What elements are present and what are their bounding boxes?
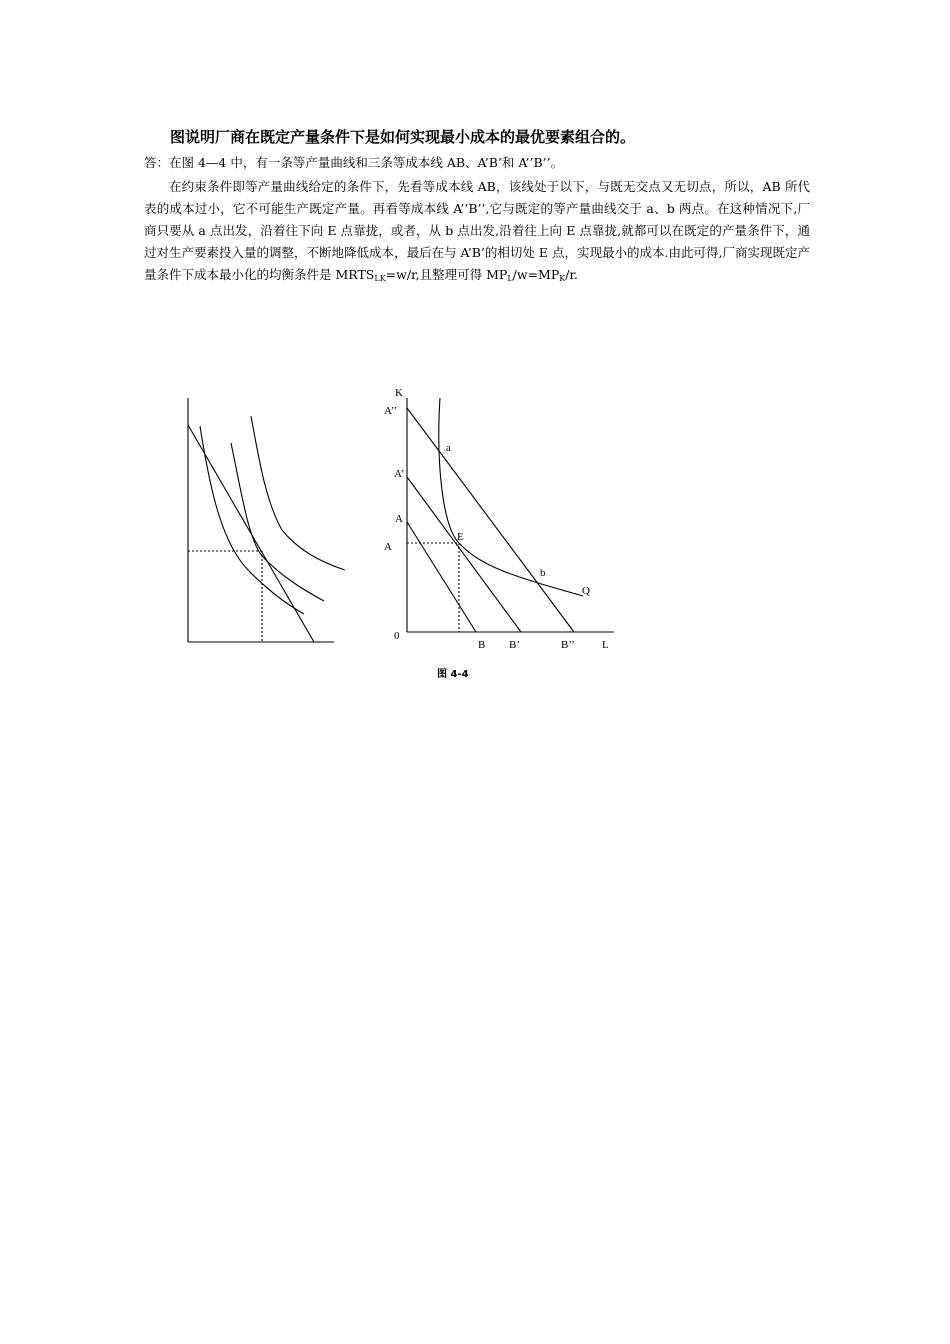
- label-a-double-prime: A’’: [384, 405, 398, 417]
- answer-part-4: /r.: [565, 267, 579, 282]
- left-isoquant-3: [251, 416, 345, 570]
- label-a-prime: A’: [394, 468, 405, 480]
- subscript-l: L: [507, 274, 513, 283]
- subscript-lk: LK: [374, 274, 386, 283]
- answer-part-3: /w=MP: [512, 267, 560, 282]
- label-point-b: b: [540, 567, 546, 579]
- answer-intro: 答：在图 4—4 中，有一条等产量曲线和三条等成本线 AB、A’B’和 A’’B’’。: [144, 155, 564, 170]
- label-point-e: E: [457, 531, 464, 543]
- isoquant-figure: [0, 380, 950, 670]
- label-l-axis: L: [602, 639, 609, 651]
- label-point-a: a: [446, 442, 451, 454]
- subscript-k: K: [559, 274, 566, 283]
- label-b-double-prime: B’’: [561, 639, 575, 651]
- label-a-upper: A: [395, 513, 403, 525]
- label-k-axis: K: [395, 387, 403, 399]
- cost-line-a-dbl-b-dbl: [407, 408, 574, 632]
- label-curve-q: Q: [582, 585, 590, 597]
- label-a-lower: A: [384, 541, 392, 553]
- left-diagram: [188, 398, 345, 642]
- answer-text: [144, 153, 810, 286]
- label-b: B: [478, 639, 486, 651]
- cost-line-ab: [407, 522, 476, 632]
- question-heading: 图说明厂商在既定产量条件下是如何实现最小成本的最优要素组合的。: [170, 128, 636, 146]
- answer-part-1: 在约束条件即等产量曲线给定的条件下，先看等成本线 AB，该线处于以下，与既无交点又无切点，所以，AB 所代表的成本过小，它不可能生产既定产量。再看等成本线 A’’B’’,它与既定的等产量曲线交于 a、b 两点。在这种情况下,厂商只要从 a 点出发，沿着往下向 E 点靠拢，或者，从 b 点出发,沿着往上向 E 点靠拢,就都可以在既定的产量条件下，通过对生产要素投入量的调整，不断地降低成本，最后在与 A’B’的相切处 E 点，实现最小的成本.由此可得,厂商实现既定产量条件下成本最小化的均衡条件是 MRTS: [144, 179, 810, 282]
- left-isoquant-1: [200, 426, 304, 614]
- label-origin: 0: [394, 630, 400, 642]
- answer-paragraph: [144, 176, 810, 286]
- isoquant-q: [439, 398, 583, 596]
- answer-part-2: =w/r,且整理可得 MP: [385, 267, 508, 282]
- figure-caption: 图 4-4: [437, 669, 469, 680]
- label-b-prime: B’: [509, 639, 520, 651]
- right-labels: [384, 387, 609, 651]
- cost-line-a-prime-b-prime: [407, 477, 521, 632]
